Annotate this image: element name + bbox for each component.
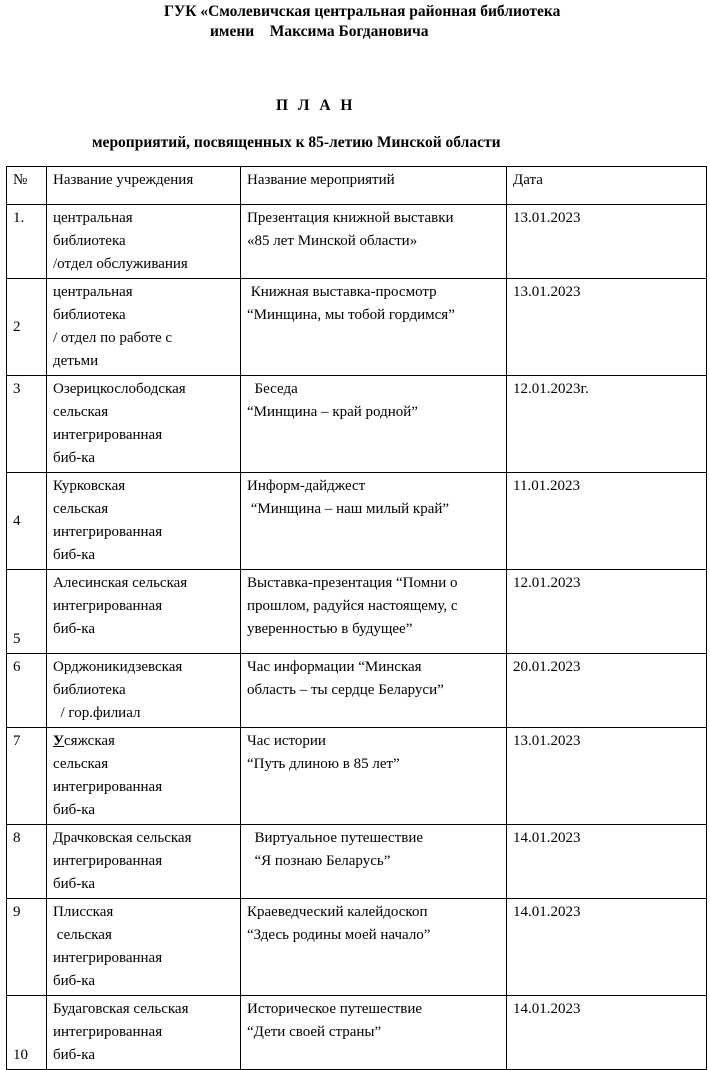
institution-line: / отдел по работе с	[53, 330, 173, 346]
event-line: Выставка-презентация “Помни о	[247, 575, 458, 591]
institution-line: интегрированная	[53, 524, 163, 540]
institution-line: биб-ка	[53, 973, 96, 989]
row-date: 13.01.2023	[507, 279, 707, 376]
org-name-line1: ГУК «Смолевичская центральная районная библиотека	[164, 3, 561, 20]
row-date: 14.01.2023	[507, 899, 707, 996]
institution-line: центральная	[53, 284, 133, 300]
event-line: уверенностью в будущее”	[247, 621, 413, 637]
row-institution	[47, 899, 241, 996]
row-event	[241, 570, 507, 654]
row-date: 20.01.2023	[507, 654, 707, 728]
row-event	[241, 996, 507, 1070]
row-institution	[47, 996, 241, 1070]
institution-line: Курковская	[53, 478, 126, 494]
institution-line: сельская	[53, 927, 112, 943]
row-institution	[47, 654, 241, 728]
event-line: Час истории	[247, 733, 326, 749]
row-date: 13.01.2023	[507, 205, 707, 279]
row-number: 6	[7, 654, 47, 728]
institution-line: биб-ка	[53, 450, 96, 466]
row-number: 2	[7, 279, 47, 376]
table-row	[7, 728, 707, 825]
institution-line: биб-ка	[53, 1047, 96, 1063]
institution-line: Озерицкослободская	[53, 381, 186, 397]
row-date: 12.01.2023г.	[507, 376, 707, 473]
row-institution	[47, 279, 241, 376]
institution-line: /отдел обслуживания	[53, 256, 188, 272]
row-event	[241, 205, 507, 279]
row-institution	[47, 728, 241, 825]
institution-line: сельская	[53, 404, 109, 420]
institution-line: интегрированная	[53, 598, 163, 614]
org-name-line2: имени Максима Богдановича	[210, 23, 429, 40]
row-event	[241, 473, 507, 570]
event-line: Беседа	[247, 381, 298, 397]
event-line: область – ты сердце Беларуси”	[247, 682, 444, 698]
event-line: Виртуальное путешествие	[247, 830, 424, 846]
row-date: 11.01.2023	[507, 473, 707, 570]
row-date: 14.01.2023	[507, 996, 707, 1070]
row-number: 10	[7, 996, 47, 1070]
plan-subtitle: мероприятий, посвященных к 85-летию Минской области	[92, 134, 501, 151]
institution-line: Усяжская	[53, 733, 115, 749]
institution-line: Драчковская сельская	[53, 830, 192, 846]
event-line: “Минщина, мы тобой гордимся”	[247, 307, 455, 323]
event-line: “Минщина – край родной”	[247, 404, 418, 420]
row-number: 3	[7, 376, 47, 473]
column-header-event: Название мероприятий	[241, 167, 507, 205]
institution-line: биб-ка	[53, 802, 96, 818]
row-number: 4	[7, 473, 47, 570]
table-header-row	[7, 167, 707, 205]
event-line: “Здесь родины моей начало”	[247, 927, 431, 943]
event-line: «85 лет Минской области»	[247, 233, 418, 249]
table-row	[7, 205, 707, 279]
row-number: 9	[7, 899, 47, 996]
institution-line: детьми	[53, 353, 99, 369]
plan-title: П Л А Н	[276, 97, 356, 114]
event-line: Книжная выставка-просмотр	[247, 284, 437, 300]
row-date: 13.01.2023	[507, 728, 707, 825]
institution-line: Плисская	[53, 904, 114, 920]
institution-line: Алесинская сельская	[53, 575, 188, 591]
event-line: Презентация книжной выставки	[247, 210, 454, 226]
row-event	[241, 654, 507, 728]
event-line: “Я познаю Беларусь”	[247, 853, 391, 869]
institution-line: биб-ка	[53, 876, 96, 892]
row-institution	[47, 473, 241, 570]
table-row	[7, 654, 707, 728]
table-row	[7, 279, 707, 376]
row-institution	[47, 376, 241, 473]
table-body	[7, 205, 707, 1070]
row-event	[241, 899, 507, 996]
table-row	[7, 473, 707, 570]
institution-line: интегрированная	[53, 950, 163, 966]
row-institution	[47, 825, 241, 899]
table-row	[7, 899, 707, 996]
event-line: Информ-дайджест	[247, 478, 366, 494]
row-institution	[47, 205, 241, 279]
table-row	[7, 996, 707, 1070]
institution-line: сельская	[53, 501, 109, 517]
institution-line: библиотека	[53, 307, 126, 323]
row-date: 12.01.2023	[507, 570, 707, 654]
row-number: 7	[7, 728, 47, 825]
event-line: Историческое путешествие	[247, 1001, 423, 1017]
events-table	[6, 166, 707, 1070]
row-event	[241, 376, 507, 473]
event-line: “Минщина – наш милый край”	[247, 501, 450, 517]
table-row	[7, 570, 707, 654]
institution-line: биб-ка	[53, 547, 96, 563]
column-header-num: №	[7, 167, 47, 205]
row-number: 8	[7, 825, 47, 899]
institution-line: Орджоникидзевская	[53, 659, 183, 675]
institution-line: сельская	[53, 756, 109, 772]
event-line: Краеведческий калейдоскоп	[247, 904, 428, 920]
institution-line: интегрированная	[53, 1024, 163, 1040]
institution-line: библиотека	[53, 682, 126, 698]
row-number: 1.	[7, 205, 47, 279]
institution-line: библиотека	[53, 233, 126, 249]
event-line: “Путь длиною в 85 лет”	[247, 756, 400, 772]
event-line: “Дети своей страны”	[247, 1024, 382, 1040]
institution-line: интегрированная	[53, 427, 163, 443]
row-institution	[47, 570, 241, 654]
institution-line: / гор.филиал	[53, 705, 141, 721]
institution-line: центральная	[53, 210, 133, 226]
institution-line: биб-ка	[53, 621, 96, 637]
row-number: 5	[7, 570, 47, 654]
institution-line: интегрированная	[53, 853, 163, 869]
column-header-institution: Название учреждения	[47, 167, 241, 205]
institution-line: Будаговская сельская	[53, 1001, 189, 1017]
event-line: прошлом, радуйся настоящему, с	[247, 598, 458, 614]
table-row	[7, 376, 707, 473]
row-date: 14.01.2023	[507, 825, 707, 899]
row-event	[241, 728, 507, 825]
table-row	[7, 825, 707, 899]
row-event	[241, 279, 507, 376]
event-line: Час информации “Минская	[247, 659, 422, 675]
row-event	[241, 825, 507, 899]
institution-line: интегрированная	[53, 779, 163, 795]
column-header-date: Дата	[507, 167, 707, 205]
